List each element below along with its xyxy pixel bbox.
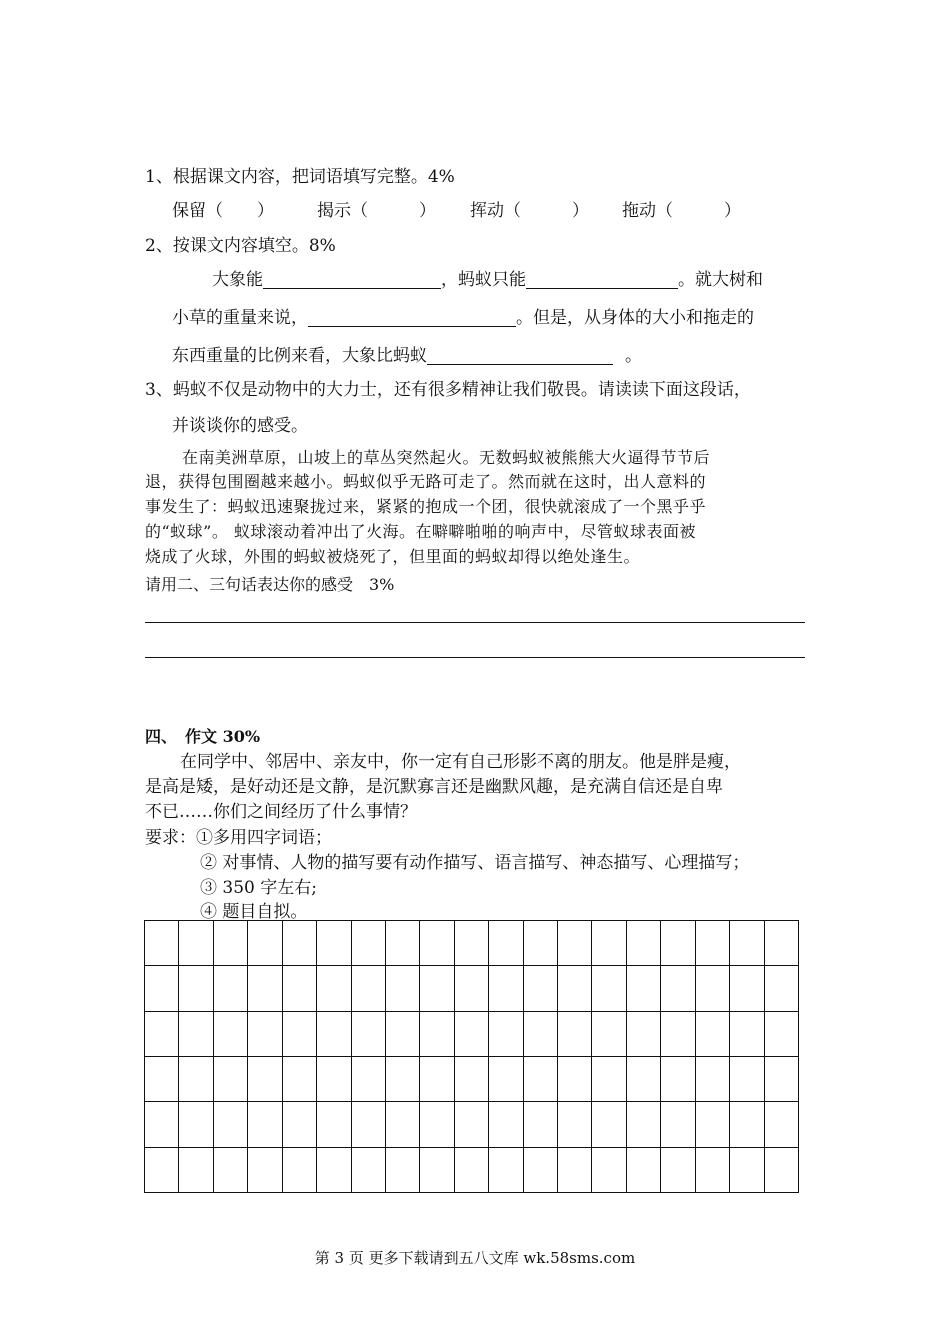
grid-cell[interactable] bbox=[145, 966, 179, 1011]
grid-cell[interactable] bbox=[145, 1102, 179, 1147]
grid-cell[interactable] bbox=[558, 1012, 592, 1057]
q2-text: 。但是，从身体的大小和拖走的 bbox=[516, 308, 754, 328]
q3-title-cont: 并谈谈你的感受。 bbox=[172, 416, 308, 436]
grid-cell[interactable] bbox=[730, 1102, 764, 1147]
grid-cell[interactable] bbox=[420, 1102, 454, 1147]
passage-line: 的“蚁球”。 蚁球滚动着冲出了火海。在噼噼啪啪的响声中，尽管蚁球表面被 bbox=[145, 522, 696, 541]
grid-cell[interactable] bbox=[627, 1057, 661, 1102]
writing-grid[interactable] bbox=[144, 920, 799, 1193]
grid-cell[interactable] bbox=[283, 1148, 317, 1193]
grid-cell[interactable] bbox=[317, 1148, 351, 1193]
grid-cell[interactable] bbox=[489, 1102, 523, 1147]
q3-title: 3、蚂蚁不仅是动物中的大力士，还有很多精神让我们敬畏。请读读下面这段话， bbox=[145, 380, 751, 400]
grid-cell[interactable] bbox=[248, 1057, 282, 1102]
grid-cell[interactable] bbox=[765, 1012, 799, 1057]
grid-cell[interactable] bbox=[352, 921, 386, 966]
grid-cell[interactable] bbox=[489, 1012, 523, 1057]
grid-cell[interactable] bbox=[420, 1057, 454, 1102]
grid-cell[interactable] bbox=[730, 921, 764, 966]
grid-cell[interactable] bbox=[386, 1057, 420, 1102]
grid-cell[interactable] bbox=[524, 1102, 558, 1147]
grid-cell[interactable] bbox=[765, 1102, 799, 1147]
fill-blank[interactable] bbox=[526, 270, 678, 289]
grid-cell[interactable] bbox=[524, 1012, 558, 1057]
grid-cell[interactable] bbox=[455, 921, 489, 966]
grid-cell[interactable] bbox=[283, 1012, 317, 1057]
grid-cell[interactable] bbox=[352, 1148, 386, 1193]
grid-cell[interactable] bbox=[214, 921, 248, 966]
grid-cell[interactable] bbox=[179, 1102, 213, 1147]
grid-cell[interactable] bbox=[696, 1148, 730, 1193]
grid-cell[interactable] bbox=[592, 921, 626, 966]
grid-cell[interactable] bbox=[420, 1148, 454, 1193]
q2-text: 大象能 bbox=[212, 270, 263, 290]
grid-cell[interactable] bbox=[248, 1102, 282, 1147]
grid-cell[interactable] bbox=[592, 966, 626, 1011]
q2-text: 。就大树和 bbox=[678, 270, 763, 290]
grid-cell[interactable] bbox=[524, 1148, 558, 1193]
q2-text: 。 bbox=[625, 346, 642, 366]
grid-cell[interactable] bbox=[627, 1148, 661, 1193]
grid-cell[interactable] bbox=[179, 966, 213, 1011]
grid-cell[interactable] bbox=[592, 1012, 626, 1057]
grid-cell[interactable] bbox=[696, 921, 730, 966]
grid-cell[interactable] bbox=[765, 1057, 799, 1102]
q1-item: 拖动（ ） bbox=[622, 201, 741, 221]
grid-cell[interactable] bbox=[627, 1012, 661, 1057]
grid-cell[interactable] bbox=[386, 1102, 420, 1147]
grid-cell[interactable] bbox=[765, 1148, 799, 1193]
grid-cell[interactable] bbox=[317, 1102, 351, 1147]
grid-cell[interactable] bbox=[352, 966, 386, 1011]
grid-cell[interactable] bbox=[558, 921, 592, 966]
q1-title: 1、根据课文内容，把词语填写完整。4% bbox=[145, 167, 455, 187]
grid-cell[interactable] bbox=[455, 966, 489, 1011]
grid-cell[interactable] bbox=[248, 1012, 282, 1057]
grid-cell[interactable] bbox=[524, 966, 558, 1011]
grid-cell[interactable] bbox=[696, 1102, 730, 1147]
grid-cell[interactable] bbox=[627, 921, 661, 966]
grid-cell[interactable] bbox=[283, 921, 317, 966]
essay-intro-line: 在同学中、邻居中、亲友中，你一定有自己形影不离的朋友。他是胖是瘦， bbox=[180, 752, 741, 772]
essay-requirement: ③ 350 字左右; bbox=[200, 878, 317, 898]
q2-line2 bbox=[172, 303, 754, 328]
essay-requirement: ② 对事情、人物的描写要有动作描写、语言描写、神态描写、心理描写； bbox=[200, 853, 750, 873]
grid-cell[interactable] bbox=[524, 1057, 558, 1102]
grid-cell[interactable] bbox=[489, 921, 523, 966]
q2-text: ，蚂蚁只能 bbox=[441, 270, 526, 290]
grid-cell[interactable] bbox=[317, 1012, 351, 1057]
grid-cell[interactable] bbox=[179, 1148, 213, 1193]
grid-cell[interactable] bbox=[214, 1102, 248, 1147]
grid-cell[interactable] bbox=[214, 966, 248, 1011]
grid-cell[interactable] bbox=[283, 966, 317, 1011]
grid-cell[interactable] bbox=[627, 1102, 661, 1147]
grid-cell[interactable] bbox=[317, 921, 351, 966]
grid-cell[interactable] bbox=[489, 1148, 523, 1193]
grid-cell[interactable] bbox=[661, 1012, 695, 1057]
grid-cell[interactable] bbox=[627, 966, 661, 1011]
grid-cell[interactable] bbox=[592, 1148, 626, 1193]
grid-cell[interactable] bbox=[145, 1012, 179, 1057]
answer-line[interactable] bbox=[145, 622, 805, 623]
grid-cell[interactable] bbox=[558, 966, 592, 1011]
q1-item: 保留（ ） bbox=[172, 201, 274, 221]
grid-cell[interactable] bbox=[455, 1012, 489, 1057]
passage-line: 在南美洲草原，山坡上的草丛突然起火。无数蚂蚁被熊熊大火逼得节节后 bbox=[182, 448, 711, 467]
q2-title: 2、按课文内容填空。8% bbox=[145, 236, 336, 256]
grid-cell[interactable] bbox=[145, 921, 179, 966]
q3-prompt: 请用二、三句话表达你的感受 3% bbox=[145, 575, 395, 594]
answer-line[interactable] bbox=[145, 657, 805, 658]
essay-intro-line: 是高是矮，是好动还是文静，是沉默寡言还是幽默风趣，是充满自信还是自卑 bbox=[145, 777, 723, 797]
grid-cell[interactable] bbox=[179, 1057, 213, 1102]
grid-cell[interactable] bbox=[661, 921, 695, 966]
passage-line: 事发生了：蚂蚁迅速聚拢过来，紧紧的抱成一个团，很快就滚成了一个黑乎乎 bbox=[145, 497, 707, 516]
grid-cell[interactable] bbox=[214, 1148, 248, 1193]
grid-cell[interactable] bbox=[420, 1012, 454, 1057]
grid-cell[interactable] bbox=[420, 966, 454, 1011]
grid-cell[interactable] bbox=[283, 1057, 317, 1102]
grid-cell[interactable] bbox=[420, 921, 454, 966]
q2-line1 bbox=[212, 265, 763, 290]
essay-intro-line: 不已……你们之间经历了什么事情？ bbox=[145, 802, 417, 822]
grid-cell[interactable] bbox=[386, 1012, 420, 1057]
grid-cell[interactable] bbox=[558, 1102, 592, 1147]
q1-item: 揭示（ ） bbox=[317, 201, 436, 221]
grid-cell[interactable] bbox=[730, 966, 764, 1011]
grid-cell[interactable] bbox=[352, 1012, 386, 1057]
grid-cell[interactable] bbox=[145, 1148, 179, 1193]
grid-cell[interactable] bbox=[145, 1057, 179, 1102]
grid-cell[interactable] bbox=[248, 966, 282, 1011]
q2-text: 小草的重量来说， bbox=[172, 308, 308, 328]
grid-cell[interactable] bbox=[765, 966, 799, 1011]
fill-blank[interactable] bbox=[308, 308, 516, 327]
grid-cell[interactable] bbox=[214, 1057, 248, 1102]
grid-cell[interactable] bbox=[214, 1012, 248, 1057]
page-footer: 第 3 页 更多下载请到五八文库 wk.58sms.com bbox=[314, 1249, 636, 1267]
grid-cell[interactable] bbox=[696, 966, 730, 1011]
grid-cell[interactable] bbox=[558, 1148, 592, 1193]
q2-line3 bbox=[172, 341, 642, 366]
q1-item: 挥动（ ） bbox=[470, 201, 589, 221]
q2-text: 东西重量的比例来看，大象比蚂蚁 bbox=[172, 346, 427, 366]
grid-cell[interactable] bbox=[386, 966, 420, 1011]
grid-cell[interactable] bbox=[558, 1057, 592, 1102]
grid-cell[interactable] bbox=[730, 1148, 764, 1193]
grid-cell[interactable] bbox=[489, 1057, 523, 1102]
grid-cell[interactable] bbox=[696, 1057, 730, 1102]
essay-requirements-label: 要求：①多用四字词语； bbox=[145, 828, 332, 848]
grid-cell[interactable] bbox=[386, 1148, 420, 1193]
grid-cell[interactable] bbox=[317, 966, 351, 1011]
grid-cell[interactable] bbox=[661, 1057, 695, 1102]
grid-cell[interactable] bbox=[524, 921, 558, 966]
grid-cell[interactable] bbox=[352, 1102, 386, 1147]
grid-cell[interactable] bbox=[352, 1057, 386, 1102]
grid-cell[interactable] bbox=[489, 966, 523, 1011]
grid-cell[interactable] bbox=[661, 966, 695, 1011]
grid-cell[interactable] bbox=[765, 921, 799, 966]
grid-cell[interactable] bbox=[283, 1102, 317, 1147]
grid-cell[interactable] bbox=[661, 1148, 695, 1193]
grid-cell[interactable] bbox=[179, 1012, 213, 1057]
essay-heading: 四、 作文 30% bbox=[145, 727, 261, 746]
grid-cell[interactable] bbox=[592, 1057, 626, 1102]
fill-blank[interactable] bbox=[263, 270, 441, 289]
grid-cell[interactable] bbox=[248, 1148, 282, 1193]
grid-cell[interactable] bbox=[455, 1148, 489, 1193]
grid-cell[interactable] bbox=[455, 1102, 489, 1147]
grid-cell[interactable] bbox=[592, 1102, 626, 1147]
grid-cell[interactable] bbox=[661, 1102, 695, 1147]
grid-cell[interactable] bbox=[730, 1012, 764, 1057]
essay-requirement: ④ 题目自拟。 bbox=[200, 902, 308, 922]
fill-blank[interactable] bbox=[427, 346, 613, 365]
grid-cell[interactable] bbox=[248, 921, 282, 966]
grid-cell[interactable] bbox=[317, 1057, 351, 1102]
grid-cell[interactable] bbox=[179, 921, 213, 966]
grid-cell[interactable] bbox=[730, 1057, 764, 1102]
grid-cell[interactable] bbox=[386, 921, 420, 966]
passage-line: 烧成了火球，外围的蚂蚁被烧死了，但里面的蚂蚁却得以绝处逢生。 bbox=[145, 547, 641, 566]
grid-cell[interactable] bbox=[696, 1012, 730, 1057]
passage-line: 退，获得包围圈越来越小。蚂蚁似乎无路可走了。然而就在这时，出人意料的 bbox=[145, 472, 707, 491]
grid-cell[interactable] bbox=[455, 1057, 489, 1102]
